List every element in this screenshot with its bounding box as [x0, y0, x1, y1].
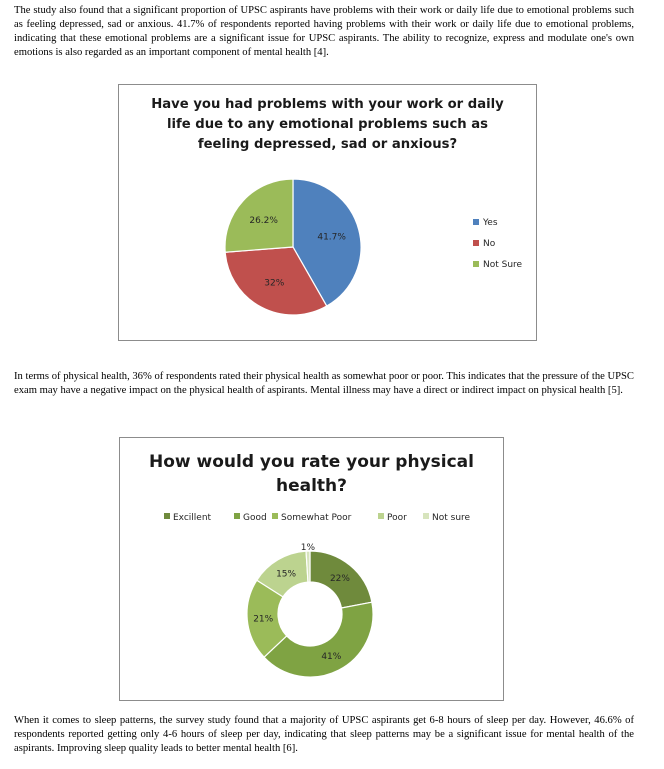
legend-label-excillent: Excillent: [173, 513, 212, 523]
chart-title-line: How would you rate your physical: [149, 452, 474, 472]
legend-label-not-sure: Not sure: [432, 513, 471, 523]
legend-label-somewhat-poor: Somewhat Poor: [281, 513, 352, 523]
chart-title-line: Have you had problems with your work or daily: [151, 97, 504, 112]
data-label-poor: 15%: [276, 569, 297, 580]
legend-label-poor: Poor: [387, 513, 407, 523]
chart-title-line: health?: [275, 476, 348, 496]
physical-health-chart: [119, 437, 504, 701]
legend-label-not-sure: Not Sure: [483, 260, 523, 270]
legend-label-no: No: [483, 239, 496, 249]
legend-swatch-no: [473, 240, 479, 246]
legend-label-yes: Yes: [483, 218, 498, 228]
data-label-somewhat-poor: 21%: [253, 614, 274, 625]
data-label-not-sure: 1%: [300, 543, 316, 554]
donut-chart-svg: [120, 438, 503, 700]
data-label-no: 32%: [264, 278, 285, 289]
data-label-yes: 41.7%: [317, 232, 346, 243]
legend-swatch-not-sure: [473, 261, 479, 267]
legend-swatch-not-sure: [423, 513, 429, 519]
legend-swatch-poor: [378, 513, 384, 519]
data-label-good: 41%: [321, 651, 342, 662]
chart-title-line: life due to any emotional problems such as: [166, 117, 488, 132]
legend-swatch-excillent: [164, 513, 170, 519]
paragraph-emotional-problems: The study also found that a significant proportion of UPSC aspirants have problems with their work or daily life due to emotional problems such as feeling depressed, sad or anxious. 41.7% of respondents reported having problems with their work or daily life due to emotional problems, indicating that these emotional problems are a significant issue for UPSC aspirants. The ability to recognize, express and modulate one's own emotions is also regarded as an important component of mental health [4].: [14, 5, 634, 58]
data-label-excillent: 22%: [329, 573, 350, 584]
legend-swatch-yes: [473, 219, 479, 225]
legend-swatch-somewhat-poor: [272, 513, 278, 519]
emotional-problems-chart: [118, 84, 537, 341]
chart-title-line: feeling depressed, sad or anxious?: [197, 137, 458, 152]
paragraph-sleep-patterns: When it comes to sleep patterns, the survey study found that a majority of UPSC aspirants get 6-8 hours of sleep per day. However, 46.6% of respondents reported getting only 4-6 hours of sleep per day, indicating that sleep patterns may be a significant issue for mental health of the aspirants. Improving sleep quality leads to better mental health [6].: [14, 715, 634, 754]
legend-swatch-good: [234, 513, 240, 519]
legend-label-good: Good: [243, 513, 267, 523]
data-label-not-sure: 26.2%: [249, 215, 278, 226]
pie-chart-svg: [119, 85, 536, 340]
paragraph-physical-health: In terms of physical health, 36% of respondents rated their physical health as somewhat poor or poor. This indicates that the pressure of the UPSC exam may have a negative impact on the physical health of aspirants. Mental illness may have a direct or indirect impact on physical health [5].: [14, 371, 634, 396]
